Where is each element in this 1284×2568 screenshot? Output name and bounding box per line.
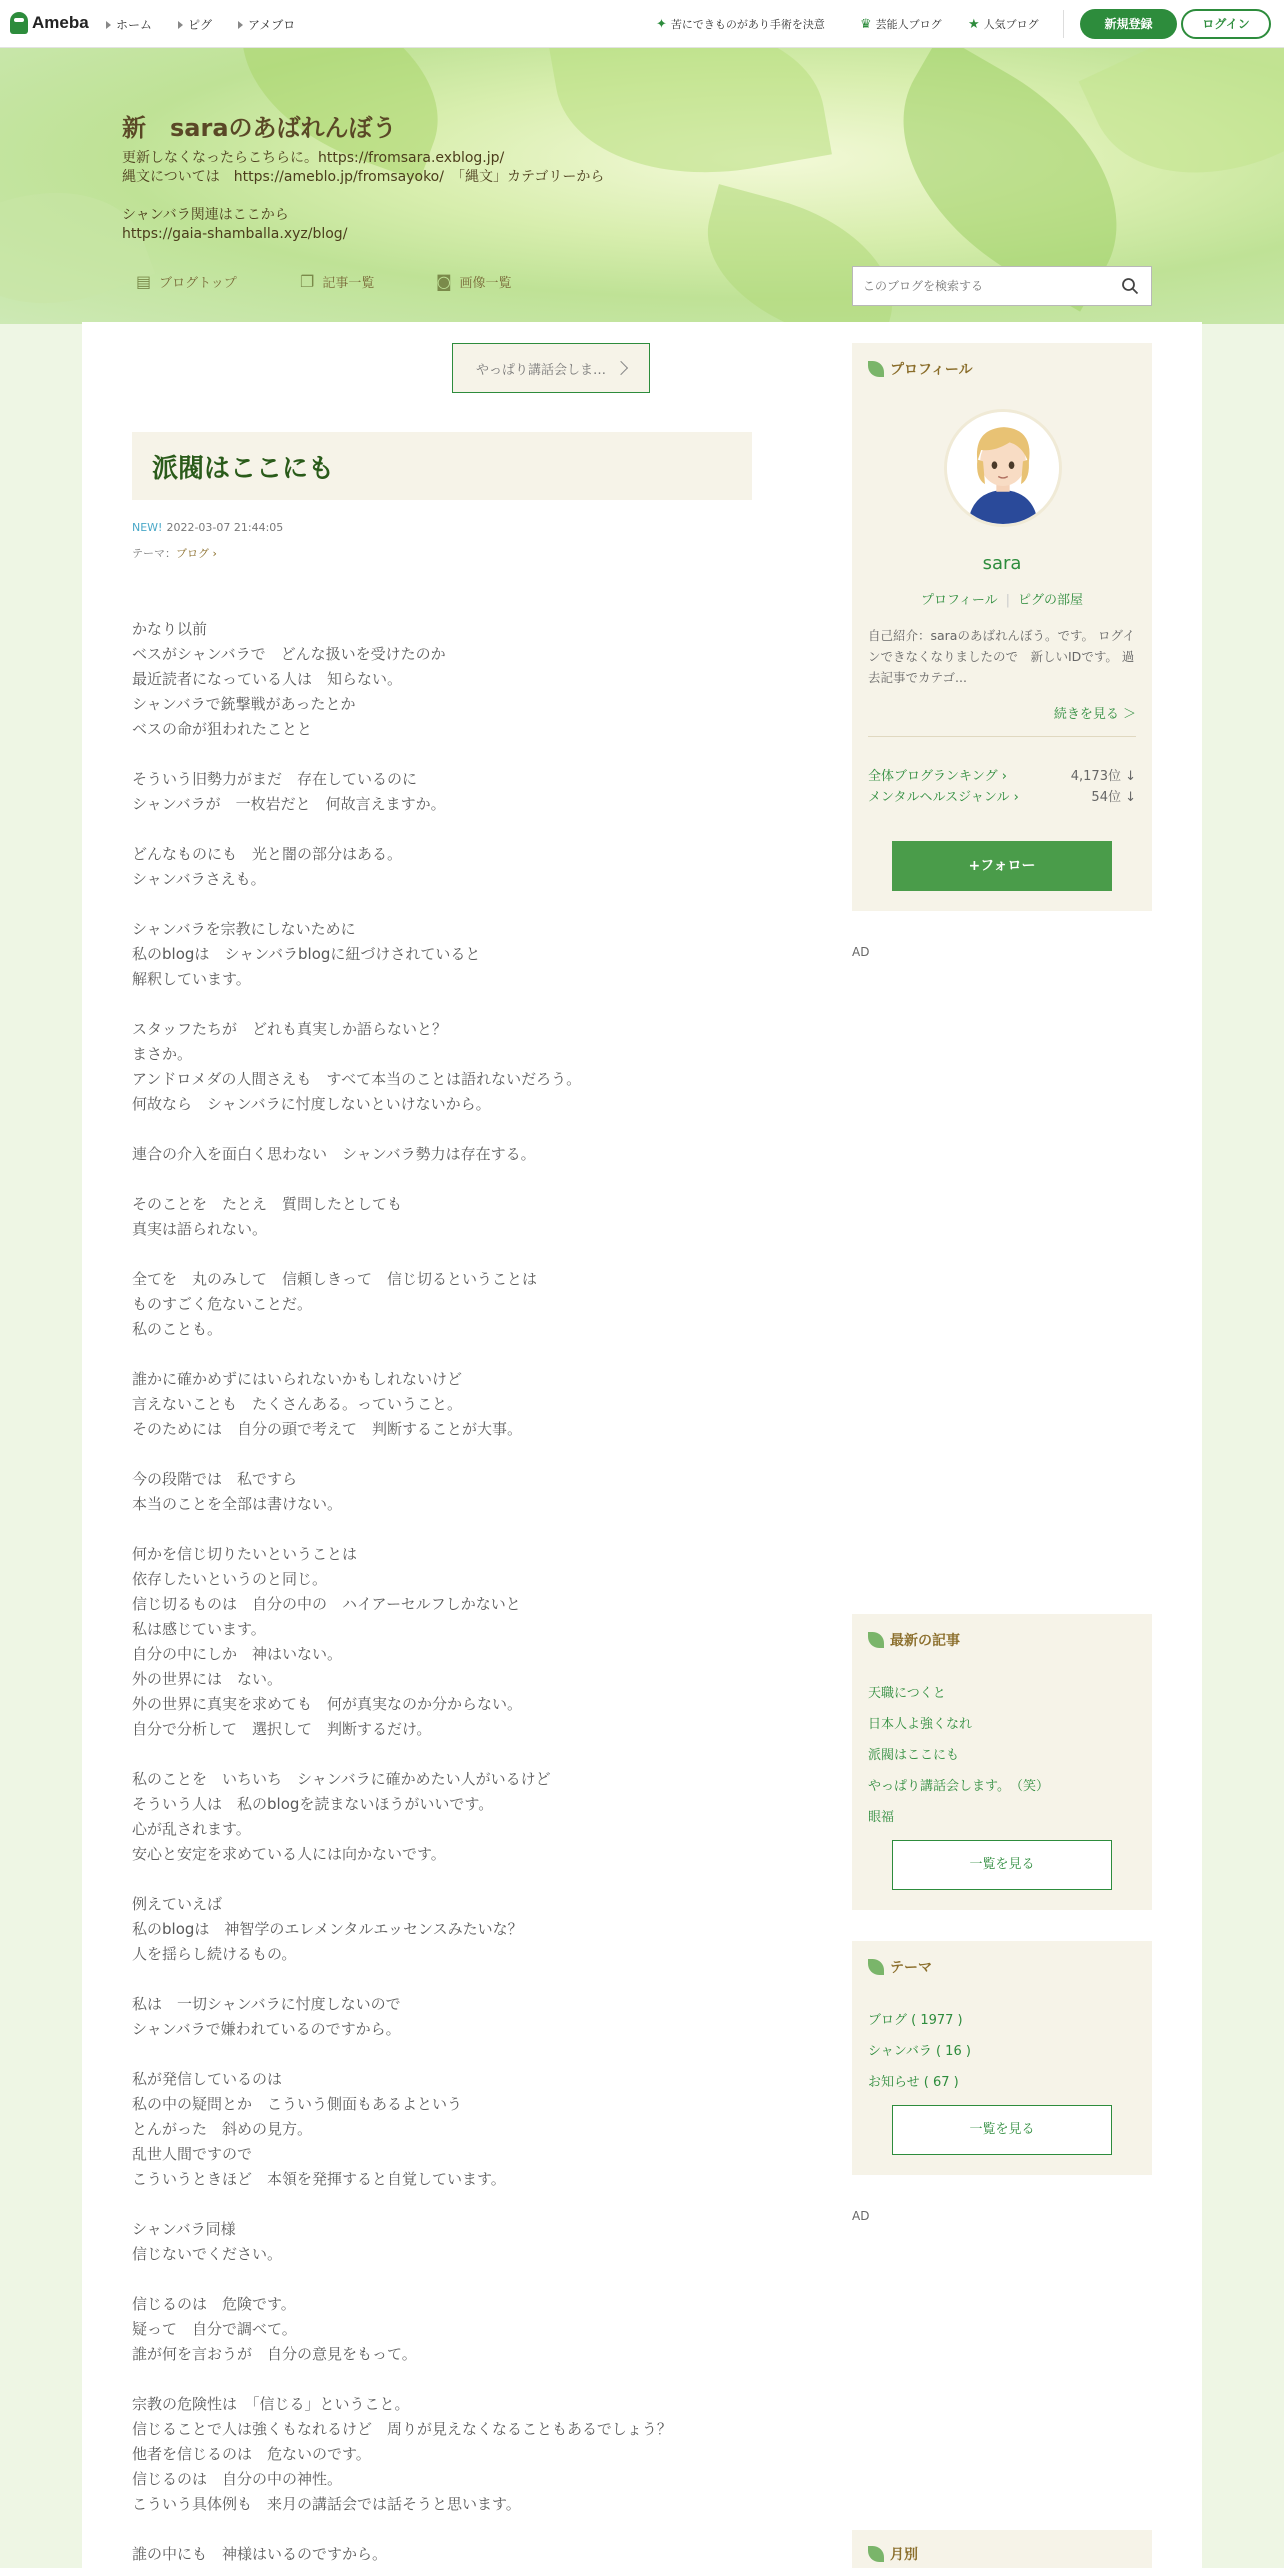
article-body	[132, 617, 772, 2568]
article-paragraph	[132, 1992, 772, 2042]
triangle-icon	[238, 21, 243, 29]
article-paragraph	[132, 2217, 772, 2267]
article-line: 乱世人間ですので	[132, 2145, 253, 2163]
crown-icon: ♛	[860, 16, 872, 32]
leaf-icon	[868, 1632, 884, 1648]
nav-link-ameblo[interactable]: アメブロ	[238, 16, 295, 33]
article-line: 何かを信じ切りたいということは	[132, 1545, 358, 1563]
recent-article-link[interactable]: 眼福	[868, 1810, 895, 1825]
article-line: シャンバラが 一枚岩だと 何故言えますか。	[132, 795, 446, 813]
article-line: そのことを たとえ 質問したとしても	[132, 1195, 403, 1213]
article-line: こういう具体例も 来月の講話会では話そうと思います。	[132, 2495, 521, 2513]
article-line: 疑って 自分で調べて。	[132, 2320, 297, 2338]
article-line: 私のことを いちいち シャンバラに確かめたい人がいるけど	[132, 1770, 551, 1788]
article-line: まさか。	[132, 1045, 193, 1063]
recent-article-link[interactable]: 派閥はここにも	[868, 1748, 960, 1763]
image-list-link[interactable]: ◙ 画像一覧	[436, 272, 512, 291]
article-line: 何故なら シャンバラに忖度しないといけないから。	[132, 1095, 491, 1113]
profile-intro: 自己紹介：saraのあばれんぼう。です。 ログインできなくなりましたので 新しいIDです。 過去記事でカテゴ...	[868, 628, 1135, 685]
article-line: どんなものにも 光と闇の部分はある。	[132, 845, 403, 863]
monthly-archive-widget	[852, 2530, 1152, 2568]
article-line: 安心と安定を求めている人には向かないです。	[132, 1845, 446, 1863]
recent-article-link[interactable]: やっぱり講話会します。 （笑）	[868, 1779, 1049, 1794]
article-title[interactable]: 派閥はここにも	[152, 454, 335, 484]
article-date: 2022-03-07 21:44:05	[166, 521, 284, 534]
article-line: 私のblogは 神智学のエレメンタルエッセンスみたいな？	[132, 1920, 523, 1938]
chevron-right-icon	[614, 361, 628, 375]
article-line: シャンバラを宗教にしないために	[132, 920, 356, 938]
article-line: 本当のことを全部は書けない。	[132, 1495, 343, 1513]
search-input[interactable]	[853, 267, 1105, 305]
nav-divider	[1063, 10, 1064, 38]
article-line: 私は 一切シャンバラに忖度しないので	[132, 1995, 401, 2013]
article-line: そういう旧勢力がまだ 存在しているのに	[132, 770, 418, 788]
article-paragraph	[132, 1892, 772, 1967]
article-line: ベスがシャンバラで どんな扱いを受けたのか	[132, 645, 446, 663]
copy-icon: ❐	[300, 272, 315, 291]
search-icon[interactable]	[1121, 277, 1139, 295]
article-line: 私の中の疑問とか こういう側面もあるよという	[132, 2095, 463, 2113]
article-paragraph	[132, 842, 772, 892]
article-paragraph	[132, 2392, 772, 2517]
monthly-heading: 月別	[868, 2544, 918, 2564]
article-line: シャンバラさえも。	[132, 870, 266, 888]
article-line: 信じ切るものは 自分の中の ハイアーセルフしかないと	[132, 1595, 521, 1613]
article-line: 例えていえば	[132, 1895, 223, 1913]
article-line: 他者を信じるのは 危ないのです。	[132, 2445, 371, 2463]
article-paragraph	[132, 917, 772, 992]
article-title-box	[132, 432, 752, 500]
blog-search	[852, 266, 1152, 306]
article-line: 最近読者になっている人は 知らない。	[132, 670, 403, 688]
ad-label: AD	[852, 2209, 870, 2223]
ad-label: AD	[852, 945, 870, 959]
article-paragraph	[132, 2542, 772, 2567]
article-line: 今の段階では 私ですら	[132, 1470, 298, 1488]
article-line: 外の世界には ない。	[132, 1670, 283, 1688]
article-line: 私は感じています。	[132, 1620, 266, 1638]
article-line: 言えないことも たくさんある。っていうこと。	[132, 1395, 463, 1413]
article-line: ベスの命が狙われたことと	[132, 720, 313, 738]
article-paragraph	[132, 1367, 772, 1442]
article-line: 信じないでください。	[132, 2245, 283, 2263]
article-line: 信じることで人は強くもなれるけど 周りが見えなくなることもあるでしょう？	[132, 2420, 672, 2438]
article-line: 解釈しています。	[132, 970, 251, 988]
article-line: 宗教の危険性は 「信じる」ということ。	[132, 2395, 410, 2413]
divider	[868, 736, 1136, 737]
article-paragraph	[132, 1192, 772, 1242]
recent-articles-widget	[852, 1614, 1152, 1910]
genre-ranking: メンタルヘルスジャンル › 54位 ↓	[868, 786, 1136, 805]
theme-item-link[interactable]: ブログ ( 1977 )	[868, 2013, 963, 2028]
article-line: 真実は語られない。	[132, 1220, 268, 1238]
theme-item-link[interactable]: お知らせ ( 67 )	[868, 2075, 959, 2090]
recent-heading: 最新の記事	[868, 1630, 960, 1650]
pigg-room-link[interactable]: ピグの部屋	[1018, 593, 1084, 608]
article-line: 私が発信しているのは	[132, 2070, 283, 2088]
ameba-logo[interactable]: Ameba	[10, 12, 89, 34]
article-paragraph	[132, 1017, 772, 1117]
recent-article-link[interactable]: 日本人よ強くなれ	[868, 1717, 973, 1732]
recent-list-button[interactable]: 一覧を見る	[892, 1840, 1112, 1890]
article-line: 全てを 丸のみして 信頼しきって 信じ切るということは	[132, 1270, 538, 1288]
new-badge: NEW!	[132, 521, 163, 534]
blog-title[interactable]: 新 saraのあばれんぼう	[122, 114, 397, 142]
nav-link-pigg[interactable]: ピグ	[178, 16, 212, 33]
article-line: スタッフたちが どれも真実しか語らないと？	[132, 1020, 448, 1038]
article-line: こういうときほど 本領を発揮すると自覚しています。	[132, 2170, 506, 2188]
read-more-link[interactable]: 続きを見る ＞	[1053, 707, 1136, 722]
article-line: 信じるのは 危険です。	[132, 2295, 296, 2313]
article-line: 誰の中にも 神様はいるのですから。	[132, 2545, 388, 2563]
article-line: 連合の介入を面白く思わない シャンバラ勢力は存在する。	[132, 1145, 536, 1163]
register-button[interactable]: 新規登録	[1080, 9, 1177, 39]
article-line: 自分で分析して 選択して 判断するだけ。	[132, 1720, 432, 1738]
article-paragraph	[132, 2067, 772, 2192]
themes-heading: テーマ	[868, 1957, 932, 1977]
camera-icon: ◙	[436, 272, 452, 291]
article-theme: テーマ：ブログ ›	[132, 547, 217, 560]
article-line: とんがった 斜めの見方。	[132, 2120, 313, 2138]
overall-ranking: 全体ブログランキング › 4,173位 ↓	[868, 765, 1136, 784]
article-line: アンドロメダの人間さえも すべて本当のことは語れないだろう。	[132, 1070, 582, 1088]
document-icon: ▤	[136, 272, 152, 291]
article-line: そのためには 自分の頭で考えて 判断することが大事。	[132, 1420, 523, 1438]
popular-blog-link[interactable]: ★ 人気ブログ	[968, 16, 1039, 32]
leaf-icon	[868, 2546, 884, 2562]
top-navigation-bar	[0, 0, 1284, 48]
article-line: 信じるのは 自分の中の神性。	[132, 2470, 343, 2488]
celebrity-blog-link[interactable]: ♛ 芸能人ブログ	[860, 16, 942, 32]
blog-description-line: 更新しなくなったらこちらに。https://fromsara.exblog.jp/	[122, 150, 505, 166]
article-paragraph	[132, 1142, 772, 1167]
article-meta	[132, 521, 283, 534]
star-icon: ★	[968, 16, 980, 32]
article-paragraph	[132, 2292, 772, 2367]
profile-link[interactable]: プロフィール	[920, 593, 998, 608]
sparkle-icon: ✦	[656, 16, 667, 32]
article-line: ものすごく危ないことだ。	[132, 1295, 313, 1313]
article-paragraph	[132, 1467, 772, 1517]
article-line: シャンバラで銃撃戦があったとか	[132, 695, 356, 713]
article-paragraph	[132, 767, 772, 817]
article-paragraph	[132, 1767, 772, 1867]
nav-link-home[interactable]: ホーム	[106, 16, 152, 33]
ameba-logo-icon	[10, 12, 28, 34]
profile-widget	[852, 343, 1152, 911]
article-line: 自分の中にしか 神はいない。	[132, 1645, 343, 1663]
previous-article-link[interactable]: やっぱり講話会しま…	[452, 343, 650, 393]
profile-name[interactable]: sara	[982, 553, 1022, 574]
triangle-icon	[106, 21, 111, 29]
article-line: 誰が何を言おうが 自分の意見をもって。	[132, 2345, 417, 2363]
article-line: 心が乱されます。	[132, 1820, 251, 1838]
theme-link[interactable]: ブログ ›	[176, 547, 217, 560]
article-line: そういう人は 私のblogを読まないほうがいいです。	[132, 1795, 494, 1813]
article-line: 私のblogは シャンバラblogに紐づけされていると	[132, 945, 481, 963]
avatar[interactable]	[944, 409, 1062, 527]
avatar-illustration	[947, 412, 1059, 524]
article-line: 私のことも。	[132, 1320, 223, 1338]
article-list-link[interactable]: ❐ 記事一覧	[300, 272, 375, 291]
ranking-link[interactable]: メンタルヘルスジャンル ›	[868, 790, 1019, 805]
themes-list-button[interactable]: 一覧を見る	[892, 2105, 1112, 2155]
leaf-icon	[868, 361, 884, 377]
profile-links: プロフィール | ピグの部屋	[920, 593, 1084, 608]
blog-description-line: シャンバラ関連はここから	[122, 207, 289, 223]
triangle-icon	[178, 21, 183, 29]
ranking-link[interactable]: 全体ブログランキング ›	[868, 769, 1007, 784]
blog-header	[0, 48, 1284, 324]
blog-description-line: https://gaia-shamballa.xyz/blog/	[122, 226, 348, 242]
blog-top-link[interactable]: ▤ ブログトップ	[136, 272, 237, 291]
themes-widget	[852, 1941, 1152, 2175]
blog-description-line: 縄文については https://ameblo.jp/fromsayoko/ 「縄文」カテゴリーから	[122, 169, 605, 185]
article-paragraph	[132, 1267, 772, 1342]
article-line: 人を揺らし続けるもの。	[132, 1945, 297, 1963]
theme-item-link[interactable]: シャンバラ ( 16 )	[868, 2044, 971, 2059]
article-paragraph	[132, 1542, 772, 1742]
article-line: 外の世界に真実を求めても 何が真実なのか分からない。	[132, 1695, 523, 1713]
leaf-icon	[868, 1959, 884, 1975]
article-line: シャンバラで嫌われているのですから。	[132, 2020, 401, 2038]
article-line: シャンバラ同様	[132, 2220, 236, 2238]
profile-heading: プロフィール	[868, 359, 973, 379]
article-line: 誰かに確かめずにはいられないかもしれないけど	[132, 1370, 463, 1388]
article-line: 依存したいというのと同じ。	[132, 1570, 328, 1588]
login-button[interactable]: ログイン	[1181, 9, 1271, 39]
recent-article-link[interactable]: 天職につくと	[868, 1686, 946, 1701]
article-paragraph	[132, 617, 772, 742]
article-line: かなり以前	[132, 620, 208, 638]
follow-button[interactable]: +フォロー	[892, 841, 1112, 891]
trending-topic-link[interactable]: ✦ 苦にできものがあり手術を決意	[656, 16, 825, 32]
